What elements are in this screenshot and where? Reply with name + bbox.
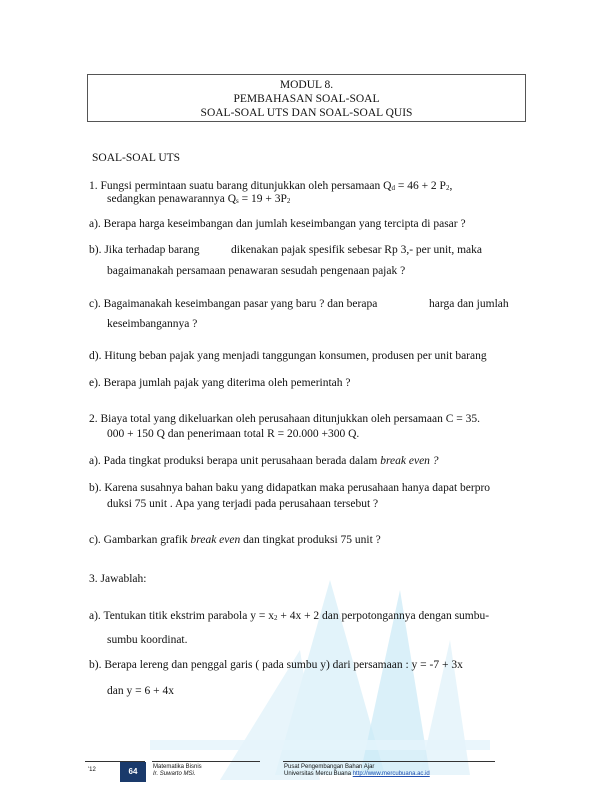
- q2-line2: 000 + 150 Q dan penerimaan total R = 20.000 +300 Q.: [107, 428, 360, 440]
- q1-part-d: d). Hitung beban pajak yang menjadi tanggungan konsumen, produsen per unit barang: [89, 350, 487, 362]
- module-title-line1: MODUL 8.: [279, 79, 334, 91]
- q3-part-a-line2: sumbu koordinat.: [107, 634, 188, 646]
- footer-code: '12: [88, 767, 96, 773]
- module-title-line2: PEMBAHASAN SOAL-SOAL: [233, 93, 380, 105]
- q2-line1: 2. Biaya total yang dikeluarkan oleh perusahaan ditunjukkan oleh persamaan C = 35.: [89, 413, 480, 425]
- q2-part-b-line1: b). Karena susahnya bahan baku yang didapatkan maka perusahaan hanya dapat berpro: [89, 482, 491, 494]
- q2-part-b-line2: duksi 75 unit . Apa yang terjadi pada perusahaan tersebut ?: [107, 498, 379, 510]
- section-title: SOAL-SOAL UTS: [92, 152, 181, 164]
- footer-center-name: Pusat Pengembangan Bahan Ajar: [284, 764, 375, 770]
- q1-line2: sedangkan penawarannya Qs = 19 + 3P2: [107, 193, 291, 205]
- footer-course: Matematika Bisnis: [153, 764, 202, 770]
- module-title-line3: SOAL-SOAL UTS DAN SOAL-SOAL QUIS: [200, 107, 413, 119]
- page-number-badge: 64: [120, 762, 146, 782]
- q3-title: 3. Jawablah:: [89, 573, 147, 585]
- q1-part-b-line2: bagaimanakah persamaan penawaran sesudah pengenaan pajak ?: [107, 265, 406, 277]
- q3-part-a-line1: a). Tentukan titik ekstrim parabola y = x2 + 4x + 2 dan perpotongannya dengan sumbu-: [89, 610, 490, 622]
- q3-part-b-line2: dan y = 6 + 4x: [107, 685, 174, 697]
- module-title-box: [87, 74, 526, 122]
- footer-rule-mid: [152, 761, 260, 762]
- q1-part-c-line1a: c). Bagaimanakah keseimbangan pasar yang baru ? dan berapa: [89, 298, 378, 310]
- q1-part-c-line1b: harga dan jumlah: [429, 298, 509, 310]
- q1-part-c-line2: keseimbangannya ?: [107, 318, 198, 330]
- q1-part-e: e). Berapa jumlah pajak yang diterima oleh pemerintah ?: [89, 377, 351, 389]
- footer-university: Universitas Mercu Buana: [284, 771, 352, 777]
- footer-url-link[interactable]: http://www.mercubuana.ac.id: [352, 771, 430, 777]
- q1-part-a: a). Berapa harga keseimbangan dan jumlah keseimbangan yang tercipta di pasar ?: [89, 218, 466, 230]
- q1-part-b-line1b: dikenakan pajak spesifik sebesar Rp 3,- per unit, maka: [231, 244, 483, 256]
- q2-part-c: c). Gambarkan grafik break even dan tingkat produksi 75 unit ?: [89, 534, 381, 546]
- q1-part-b-line1a: b). Jika terhadap barang: [89, 244, 200, 256]
- footer-university-line: [284, 771, 430, 778]
- q2-part-a: a). Pada tingkat produksi berapa unit perusahaan berada dalam break even ?: [89, 455, 439, 467]
- footer-author: Ir. Suwarto MSi.: [153, 771, 196, 777]
- footer-rule-right: [283, 761, 495, 762]
- q3-part-b-line1: b). Berapa lereng dan penggal garis ( pada sumbu y) dari persamaan : y = -7 + 3x: [89, 659, 463, 671]
- q1-line1: 1. Fungsi permintaan suatu barang ditunjukkan oleh persamaan Qd = 46 + 2 P2,: [89, 180, 453, 192]
